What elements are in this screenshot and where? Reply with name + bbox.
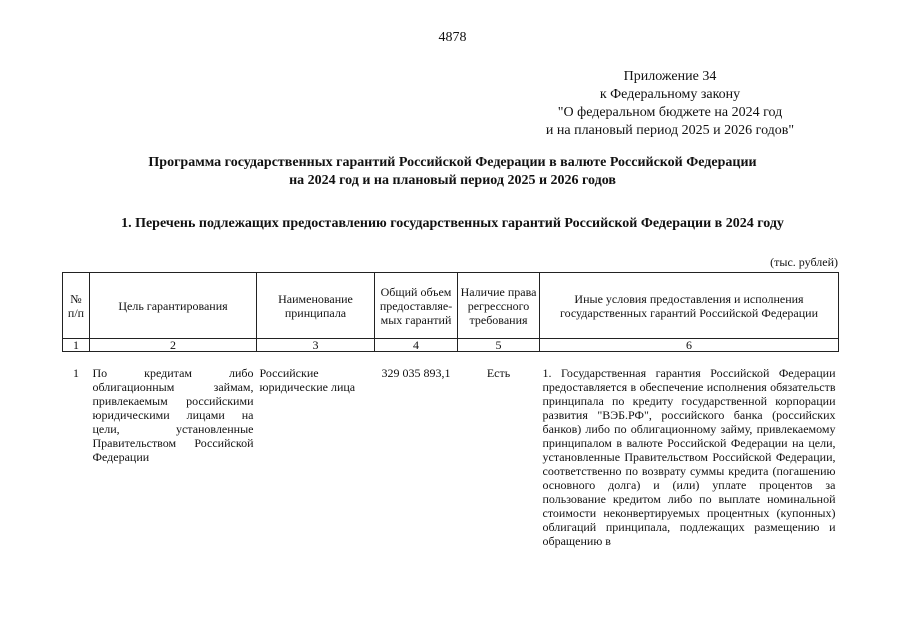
row-principal: Российские юридические лица bbox=[259, 366, 356, 394]
column-number: 4 bbox=[375, 339, 458, 352]
column-number: 6 bbox=[540, 339, 839, 352]
page-number: 4878 bbox=[438, 30, 467, 45]
column-number: 5 bbox=[458, 339, 540, 352]
header-number: № п/п bbox=[63, 273, 90, 339]
row-conditions: 1. Государственная гарантия Российской Федерации предоставляется в обеспечение исполнения обязательств принципала по кредиту государственной корпорации развития "ВЭБ.РФ", российского банка (российских банков) либо по облигационному займу, привлекаемому принципалом в валюте Российской Федерации на цели, установленные Правительством Российской Федерации, соответственно по возврату суммы кредита (погашению основного долга) и (или) уплате процентов за пользование кредитом либо по выплате номинальной стоимости неконвертируемых процентных (купонных) облигаций принципала, подлежащих размещению и обращению в bbox=[542, 366, 836, 548]
units-label: (тыс. рублей) bbox=[770, 255, 838, 269]
column-number: 1 bbox=[63, 339, 90, 352]
section-title: 1. Перечень подлежащих предоставлению государственных гарантий Российской Федерации в 2024 году bbox=[121, 216, 784, 231]
appendix-line: Приложение 34 bbox=[623, 69, 717, 84]
header-principal: Наименование принципала bbox=[257, 273, 375, 339]
guarantees-table bbox=[62, 272, 839, 548]
column-number: 2 bbox=[90, 339, 257, 352]
row-regress: Есть bbox=[486, 366, 511, 380]
program-title-line: Программа государственных гарантий Российской Федерации в валюте Российской Федерации bbox=[148, 155, 757, 170]
appendix-header bbox=[480, 68, 860, 140]
appendix-line: "О федеральном бюджете на 2024 год bbox=[557, 105, 783, 120]
header-conditions: Иные условия предоставления и исполнения государственных гарантий Российской Федерации bbox=[540, 273, 839, 339]
program-title-line: на 2024 год и на плановый период 2025 и 2026 годов bbox=[289, 173, 616, 188]
row-number: 1 bbox=[73, 366, 79, 380]
table-row bbox=[63, 352, 839, 549]
header-purpose: Цель гарантирования bbox=[90, 273, 257, 339]
appendix-line: и на плановый период 2025 и 2026 годов" bbox=[545, 123, 795, 138]
header-regress: Наличие права регрессного требования bbox=[458, 273, 540, 339]
row-purpose: По кредитам либо облигационным займам, привлекаемым российскими юридическими лицами на цели, установленные Правительством Российской Федерации bbox=[92, 366, 254, 464]
header-amount: Общий объем предоставляе-мых гарантий bbox=[375, 273, 458, 339]
appendix-line: к Федеральному закону bbox=[599, 87, 741, 102]
program-title bbox=[60, 154, 845, 190]
row-amount: 329 035 893,1 bbox=[381, 366, 451, 380]
column-number: 3 bbox=[257, 339, 375, 352]
